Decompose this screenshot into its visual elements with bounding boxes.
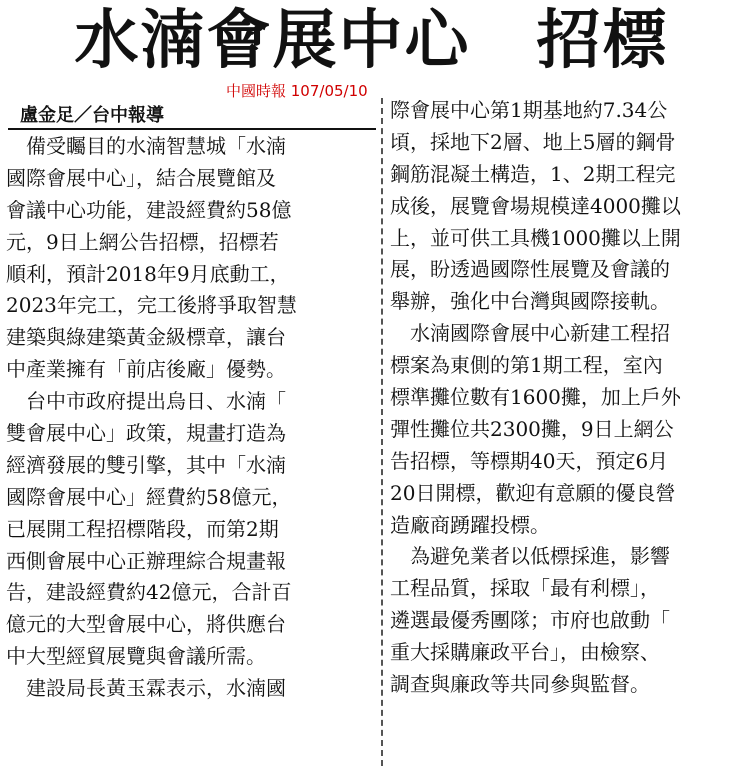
text-line: 中產業擁有「前店後廠」優勢。 bbox=[6, 357, 286, 382]
text-line: 國際會展中心」，結合展覽館及 bbox=[6, 165, 276, 190]
text-line: 為避免業者以低標採進，影響 bbox=[390, 544, 670, 569]
text-line: 雙會展中心」政策，規畫打造為 bbox=[6, 421, 286, 446]
text-line: 成後，展覽會場規模達4000攤以 bbox=[390, 193, 681, 218]
text-line: 遴選最優秀團隊；市府也啟動「 bbox=[390, 608, 670, 633]
text-line: 中大型經貿展覽與會議所需。 bbox=[6, 644, 266, 669]
text-line: 重大採購廉政平台」，由檢察、 bbox=[390, 640, 660, 665]
text-line: 順利，預計2018年9月底動工， bbox=[6, 261, 290, 286]
text-line: 彈性攤位共2300攤，9日上網公 bbox=[390, 416, 674, 441]
text-line: 上，並可供工具機1000攤以上開 bbox=[390, 225, 681, 250]
byline-rule bbox=[8, 128, 376, 130]
text-line: 經濟發展的雙引擎，其中「水湳 bbox=[6, 452, 286, 477]
text-line: 億元的大型會展中心，將供應台 bbox=[6, 612, 286, 637]
text-line: 展，盼透過國際性展覽及會議的 bbox=[390, 257, 670, 282]
column-divider bbox=[381, 98, 383, 766]
text-line: 造廠商踴躍投標。 bbox=[390, 512, 550, 537]
text-line: 建築與綠建築黃金級標章，讓台 bbox=[6, 325, 286, 350]
source-label: 中國時報 107/05/10 bbox=[226, 82, 368, 100]
text-line: 元，9日上網公告招標，招標若 bbox=[6, 229, 279, 254]
text-line: 頃，採地下2層、地上5層的鋼骨 bbox=[390, 129, 676, 154]
text-line: 水湳國際會展中心新建工程招 bbox=[390, 321, 670, 346]
text-line: 鋼筋混凝土構造，1、2期工程完 bbox=[390, 161, 676, 186]
headline: 水湳會展中心 招標 bbox=[74, 4, 669, 78]
text-line: 工程品質，採取「最有利標」， bbox=[390, 576, 660, 601]
text-line: 備受矚目的水湳智慧城「水湳 bbox=[6, 134, 286, 158]
text-line: 標準攤位數有1600攤，加上戶外 bbox=[390, 385, 681, 410]
text-line: 告招標，等標期40天，預定6月 bbox=[390, 448, 669, 473]
article-column-right bbox=[390, 95, 740, 701]
text-line: 國際會展中心」經費約58億元， bbox=[6, 484, 292, 509]
text-line: 告，建設經費約42億元，合計百 bbox=[6, 580, 292, 605]
text-line: 建設局長黃玉霖表示，水湳國 bbox=[6, 676, 286, 701]
text-line: 舉辦，強化中台灣與國際接軌。 bbox=[390, 289, 670, 314]
text-line: 際會展中心第1期基地約7.34公 bbox=[390, 98, 668, 122]
text-line: 西側會展中心正辦理綜合規畫報 bbox=[6, 548, 286, 573]
text-line: 20日開標，歡迎有意願的優良營 bbox=[390, 480, 676, 505]
text-line: 台中市政府提出烏日、水湳「 bbox=[6, 389, 286, 414]
text-line: 調查與廉政等共同參與監督。 bbox=[390, 672, 650, 697]
byline: 盧金足／台中報導 bbox=[20, 105, 164, 126]
article-column-left bbox=[6, 131, 376, 705]
text-line: 2023年完工，完工後將爭取智慧 bbox=[6, 293, 297, 318]
text-line: 標案為東側的第1期工程，室內 bbox=[390, 353, 663, 378]
text-line: 會議中心功能，建設經費約58億 bbox=[6, 197, 292, 222]
text-line: 已展開工程招標階段，而第2期 bbox=[6, 516, 279, 541]
